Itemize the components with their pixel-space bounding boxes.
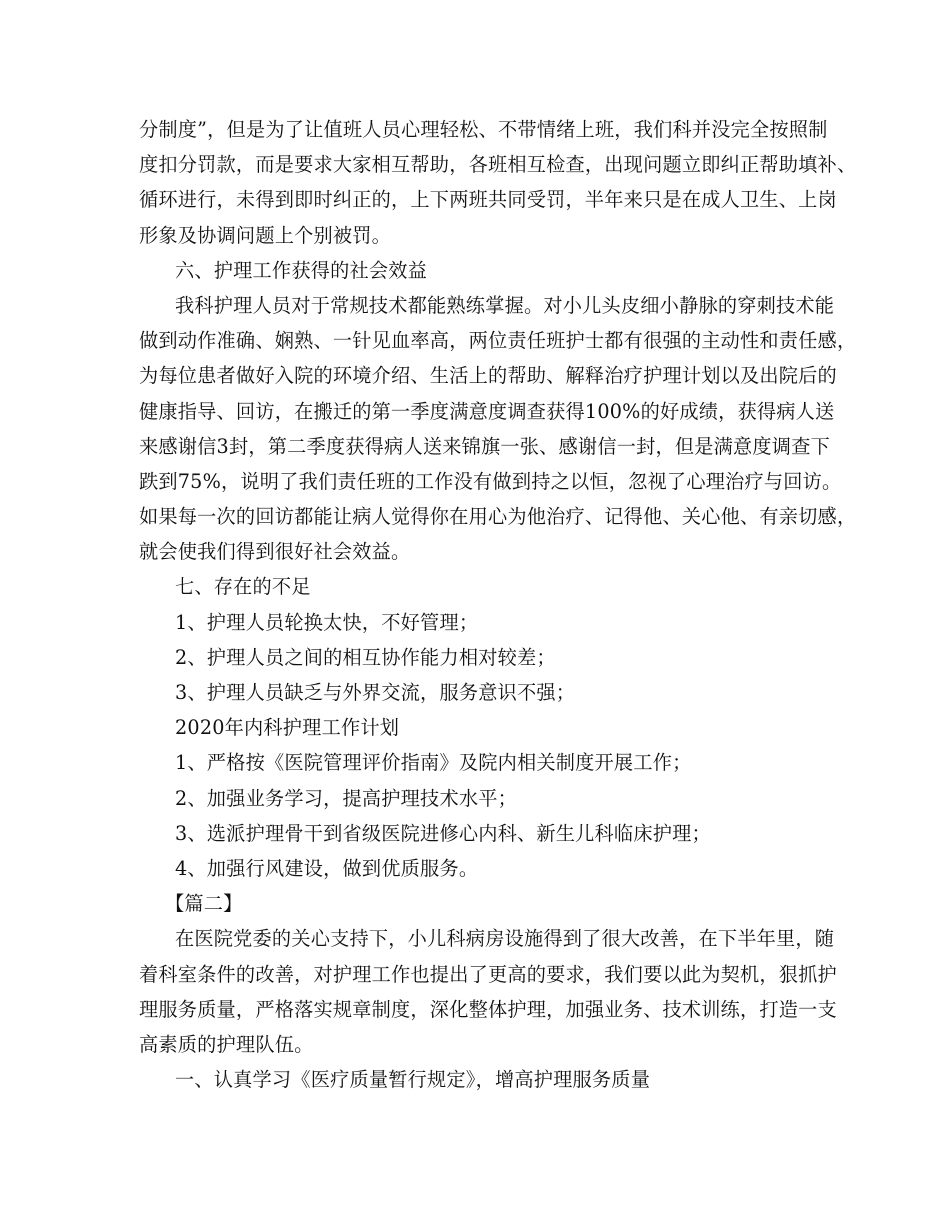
section-heading: 七、存在的不足 [175,575,311,599]
section-heading: 一、认真学习《医疗质量暂行规定》，增高护理服务质量 [175,1068,651,1092]
paragraph-line: 循环进行，未得到即时纠正的，上下两班共同受罚，半年来只是在成人卫生、上岗 [139,188,837,212]
paragraph-line: 健康指导、回访，在搬迁的第一季度满意度调查获得100%的好成绩，获得病人送 [139,399,835,423]
list-item: 1、护理人员轮换太快，不好管理； [175,610,479,634]
paragraph-line: 度扣分罚款，而是要求大家相互帮助，各班相互检查，出现问题立即纠正帮助填补、 [139,153,857,177]
paragraph-line: 就会使我们得到很好社会效益。 [139,540,411,564]
paragraph-line: 做到动作准确、娴熟、一针见血率高，两位责任班护士都有很强的主动性和责任感， [139,329,857,353]
section-heading: 2020年内科护理工作计划 [175,716,400,740]
part-heading: 【篇二】 [165,892,243,916]
paragraph-line: 跌到75%，说明了我们责任班的工作没有做到持之以恒，忽视了心理治疗与回访。 [139,469,842,493]
list-item: 3、护理人员缺乏与外界交流，服务意识不强； [175,681,576,704]
list-item: 2、护理人员之间的相互协作能力相对较差； [175,645,556,669]
paragraph-line: 如果每一次的回访都能让病人觉得你在用心为他治疗、记得他、关心他、有亲切感， [139,505,857,529]
list-item: 4、加强行风建设，做到优质服务。 [175,856,479,880]
section-heading: 六、护理工作获得的社会效益 [175,258,428,282]
paragraph-line: 理服务质量，严格落实规章制度，深化整体护理，加强业务、技术训练，打造一支 [139,997,837,1021]
paragraph-line: 为每位患者做好入院的环境介绍、生活上的帮助、解释治疗护理计划以及出院后的 [139,364,837,388]
paragraph-line: 分制度”，但是为了让值班人员心理轻松、不带情绪上班，我们科并没完全按照制 [139,118,828,141]
document-body [139,112,857,1097]
list-item: 1、严格按《医院管理评价指南》及院内相关制度开展工作； [175,751,692,775]
list-item: 2、加强业务学习，提高护理技术水平； [175,786,517,810]
paragraph-line: 来感谢信3封，第二季度获得病人送来锦旗一张、感谢信一封，但是满意度调查下 [139,434,830,458]
paragraph-line: 高素质的护理队伍。 [139,1032,314,1056]
paragraph-line: 形象及协调问题上个别被罚。 [139,223,392,247]
paragraph-line: 着科室条件的改善，对护理工作也提出了更高的要求，我们要以此为契机，狠抓护 [139,962,837,986]
paragraph-line: 在医院党委的关心支持下，小儿科病房设施得到了很大改善，在下半年里，随 [175,927,835,951]
list-item: 3、选派护理骨干到省级医院进修心内科、新生儿科临床护理； [175,821,711,845]
paragraph-line: 我科护理人员对于常规技术都能熟练掌握。对小儿头皮细小静脉的穿刺技术能 [175,293,835,317]
